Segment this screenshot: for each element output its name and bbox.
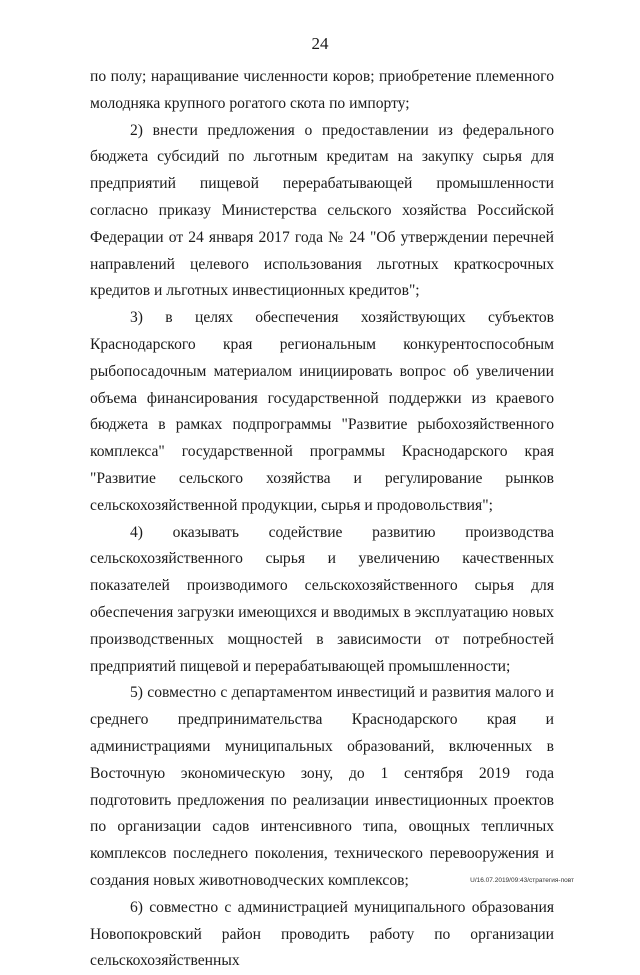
page-number: 24	[311, 34, 329, 53]
paragraph-item-2: 2) внести предложения о предоставлении из федерального бюджета субсидий по льготным кредитам на закупку сырья для предприятий пищевой перерабатывающей промышленности согласно приказу Министерства сельского хозяйства Российской Федерации от 24 января 2017 года № 24 "Об утверждении перечней направлений целевого использования льготных краткосрочных кредитов и льготных инвестиционных кредитов";	[90, 121, 554, 300]
paragraph-item-4: 4) оказывать содействие развитию производства сельскохозяйственного сырья и увеличению качественных показателей производимого сельскохозяйственного сырья для обеспечения загрузки имеющихся и вводимых в эксплуатацию новых производственных мощностей в зависимости от потребностей предприятий пищевой и перерабатывающей промышленности;	[90, 523, 554, 675]
document-body	[90, 64, 554, 975]
paragraph-item-3: 3) в целях обеспечения хозяйствующих субъектов Краснодарского края региональным конкурентоспособным рыбопосадочным материалом инициировать вопрос об увеличении объема финансирования государственной поддержки из краевого бюджета в рамках подпрограммы "Развитие рыбохозяйственного комплекса" государственной программы Краснодарского края "Развитие сельского хозяйства и регулирование рынков сельскохозяйственной продукции, сырья и продовольствия";	[90, 309, 554, 514]
paragraph-item-6: 6) совместно с администрацией муниципального образования Новопокровский район проводить работу по организации сельскохозяйственных	[90, 898, 554, 970]
footer-stamp: U/16.07.2019/09:43/стратегия-повт	[470, 877, 574, 884]
paragraph-item-5: 5) совместно с департаментом инвестиций и развития малого и среднего предпринимательства Краснодарского края и администрациями муниципальных образований, включенных в Восточную экономическую зону, до 1 сентября 2019 года подготовить предложения по реализации инвестиционных проектов по организации садов интенсивного типа, овощных тепличных комплексов последнего поколения, технического перевооружения и создания новых животноводческих комплексов;	[90, 684, 554, 889]
paragraph-continuation: по полу; наращивание численности коров; приобретение племенного молодняка крупного рогатого скота по импорту;	[90, 68, 554, 112]
